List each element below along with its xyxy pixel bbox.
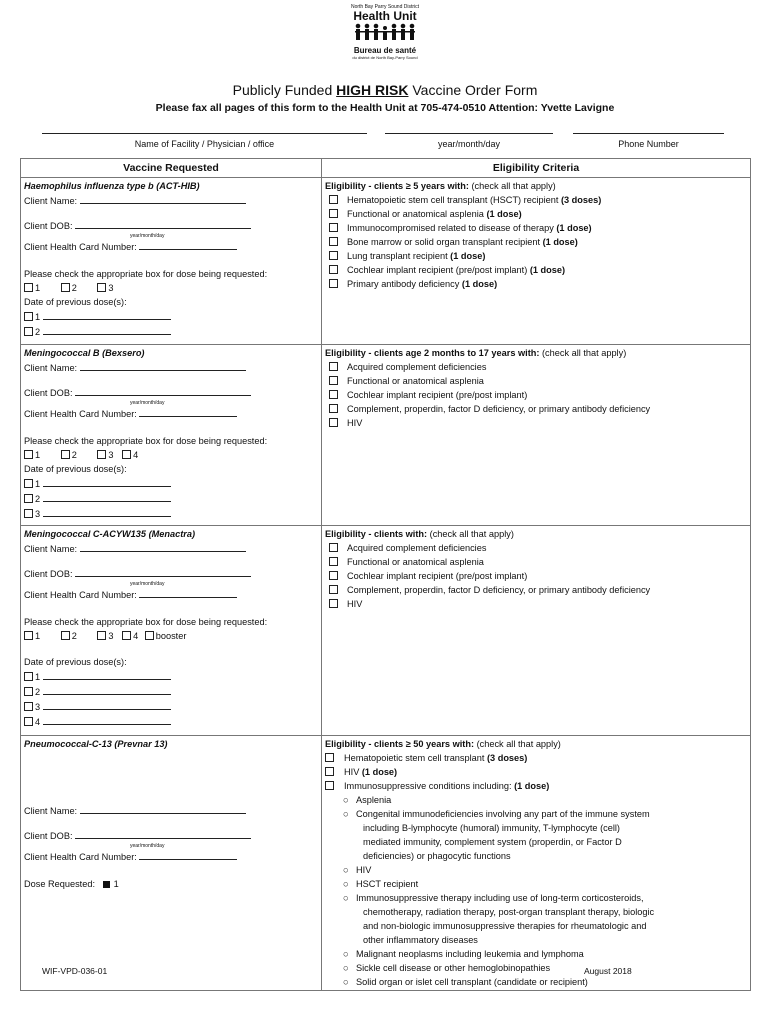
pneumo-crit-2-checkbox[interactable] [325,767,334,776]
menc-dose-4-checkbox[interactable] [122,631,131,640]
hib-prev-dose-2-field[interactable] [43,324,171,335]
hib-client-dob-field[interactable] [75,218,251,229]
hib-crit-6-checkbox[interactable] [329,265,338,274]
facility-line[interactable] [42,133,367,134]
phone-label: Phone Number [618,139,679,149]
col-vaccine-requested: Vaccine Requested [21,159,322,178]
form-date: August 2018 [584,966,632,976]
menc-dose-3-checkbox[interactable] [97,631,106,640]
hib-crit-3-checkbox[interactable] [329,223,338,232]
pneumo-crit-1-checkbox[interactable] [325,753,334,762]
menb-client-name-field[interactable] [80,360,246,371]
menc-prev-dose-2-field[interactable] [43,684,171,695]
menc-dose-2-checkbox[interactable] [61,631,70,640]
pneumo-health-card-field[interactable] [139,849,237,860]
menc-prev-dose-4-field[interactable] [43,714,171,725]
logo-line-4: du district de North Bay-Parry Sound [352,55,418,60]
menb-dose-4-checkbox[interactable] [122,450,131,459]
menb-health-card-field[interactable] [139,406,237,417]
vaccine-name-hib: Haemophilus influenza type b (ACT-HIB) [24,181,200,191]
menc-dose-1-checkbox[interactable] [24,631,33,640]
row-pneumo: Pneumococcal-C-13 (Prevnar 13) Client Name: Client DOB: year/month/day Client Health Card Number: Dose Requested: 1 Eligibility - clients ≥ 50 years with: (check all that apply) Hematopoietic stem cell transplant (3 doses) HIV (1 dose) Immunosuppressive conditions including: (1 dose) ○ Asplenia ○ Congenital immunodeficiencies involving any part of the immune system including B-lymphocyte (humoral) immunity, T-lymphocyte (cell) mediated immunity, complement system (properdin, or Factor D deficiencies) or phagocytic functions ○ HIV ○ HSCT recipient ○ Immunosuppressive therapy including use of long-term corticosteroids, chemotherapy, radiation therapy, post-organ transplant therapy, biologic and non-biologic immunosuppressive therapies for rheumatologic and other inflammatory diseases ○ Malignant neoplasms including leukemia and lymphoma ○ Sickle cell disease or other hemoglobinopathies ○ Solid organ or islet cell transplant (candidate or recipient) [21,736,751,991]
menb-crit-2-checkbox[interactable] [329,376,338,385]
menb-dose-2-checkbox[interactable] [61,450,70,459]
form-title: Publicly Funded HIGH RISK Vaccine Order Form [232,82,538,98]
pneumo-crit-3-checkbox[interactable] [325,781,334,790]
hib-crit-7-checkbox[interactable] [329,279,338,288]
form-subtitle: Please fax all pages of this form to the Health Unit at 705-474-0510 Attention: Yvette Lavigne [155,102,615,114]
menb-prev-dose-2-field[interactable] [43,491,171,502]
vaccine-name-pneumo: Pneumococcal-C-13 (Prevnar 13) [24,739,168,749]
menb-crit-4-checkbox[interactable] [329,404,338,413]
date-line[interactable] [385,133,553,134]
row-hib: Haemophilus influenza type b (ACT-HIB) Client Name: Client DOB: year/month/day Client Health Card Number: Please check the appropriate box for dose being requested: 1 2 3 Date of previous dose(s): 1 2 Eligibility - clients ≥ 5 years with: (check all that apply) Hematopoietic stem cell transplant (HSCT) recipient (3 doses) Functional or anatomical asplenia (1 dose) Immunocompromised related to disease of therapy (1 dose) Bone marrow or solid organ transplant recipient (1 dose) Lung transplant recipient (1 dose) Cochlear implant recipient (pre/post implant) (1 dose) Primary antibody deficiency (1 dose) [21,178,751,345]
vaccine-name-menb: Meningococcal B (Bexsero) [24,348,145,358]
people-figures-icon [353,23,417,41]
row-menb: Meningococcal B (Bexsero) Client Name: Client DOB: year/month/day Client Health Card Number: Please check the appropriate box for dose being requested: 1 2 3 4 Date of previous dose(s): 1 2 3 Eligibility - clients age 2 months to 17 years with: (check all that apply) Acquired complement deficiencies Functional or anatomical asplenia Cochlear implant recipient (pre/post implant) Complement, properdin, factor D deficiency, or primary antibody deficiency HIV [21,345,751,526]
menc-health-card-field[interactable] [139,587,237,598]
hib-dose-2-checkbox[interactable] [61,283,70,292]
hib-crit-1-checkbox[interactable] [329,195,338,204]
date-label: year/month/day [437,139,501,149]
hib-prev-dose-1-field[interactable] [43,309,171,320]
hib-dose-1-checkbox[interactable] [24,283,33,292]
pneumo-dose-1-checkbox-checked[interactable] [103,881,110,888]
menc-client-dob-field[interactable] [75,566,251,577]
hib-dose-3-checkbox[interactable] [97,283,106,292]
vaccine-order-table [20,158,751,991]
pneumo-client-dob-field[interactable] [75,828,251,839]
menb-crit-3-checkbox[interactable] [329,390,338,399]
logo-line-1: North Bay Parry Sound District [350,4,420,10]
menc-crit-5-checkbox[interactable] [329,599,338,608]
health-unit-logo [338,4,432,60]
menc-prev-dose-3-field[interactable] [43,699,171,710]
menb-crit-1-checkbox[interactable] [329,362,338,371]
menb-client-dob-field[interactable] [75,385,251,396]
hib-criteria-head: Eligibility - clients ≥ 5 years with: (check all that apply) [325,181,556,191]
form-title-emphasis: HIGH RISK [336,82,409,98]
menc-client-name-field[interactable] [80,541,246,552]
menb-dose-3-checkbox[interactable] [97,450,106,459]
menb-criteria-head: Eligibility - clients age 2 months to 17 years with: (check all that apply) [325,348,627,358]
menc-crit-3-checkbox[interactable] [329,571,338,580]
menc-prev-dose-1-field[interactable] [43,669,171,680]
hib-health-card-field[interactable] [139,239,237,250]
hib-crit-4-checkbox[interactable] [329,237,338,246]
vaccine-name-menc: Meningococcal C-ACYW135 (Menactra) [24,529,196,539]
col-eligibility: Eligibility Criteria [322,159,751,178]
hib-crit-5-checkbox[interactable] [329,251,338,260]
facility-label: Name of Facility / Physician / office [134,139,275,149]
pneumo-client-name-field[interactable] [80,803,246,814]
menc-criteria-head: Eligibility - clients with: (check all that apply) [325,529,514,539]
menc-crit-4-checkbox[interactable] [329,585,338,594]
menc-booster-checkbox[interactable] [145,631,154,640]
row-menc: Meningococcal C-ACYW135 (Menactra) Client Name: Client DOB: year/month/day Client Health Card Number: Please check the appropriate box for dose being requested: 1 2 3 4 booster Date of previous dose(s): 1 2 3 4 Eligibility - clients with: (check all that apply) Acquired complement deficiencies Functional or anatomical asplenia Cochlear implant recipient (pre/post implant) Complement, properdin, factor D deficiency, or primary antibody deficiency HIV [21,526,751,736]
menb-dose-1-checkbox[interactable] [24,450,33,459]
menc-crit-2-checkbox[interactable] [329,557,338,566]
menb-prev-dose-1-field[interactable] [43,476,171,487]
pneumo-criteria-head: Eligibility - clients ≥ 50 years with: (check all that apply) [325,739,561,749]
hib-client-name-field[interactable] [80,193,246,204]
hib-crit-2-checkbox[interactable] [329,209,338,218]
menb-prev-dose-3-field[interactable] [43,506,171,517]
logo-line-2: Health Unit [353,9,417,23]
menc-crit-1-checkbox[interactable] [329,543,338,552]
phone-line[interactable] [573,133,724,134]
logo-line-3: Bureau de santé [353,46,417,55]
form-code: WIF-VPD-036-01 [42,966,108,976]
menb-crit-5-checkbox[interactable] [329,418,338,427]
